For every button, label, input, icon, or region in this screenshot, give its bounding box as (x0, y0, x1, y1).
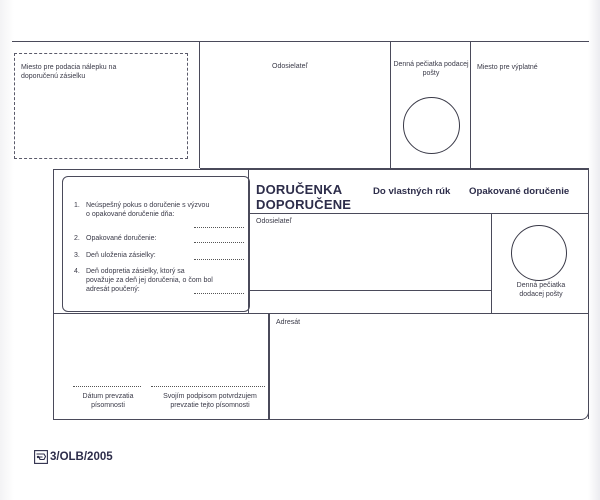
addressee-frame (268, 313, 589, 420)
note-2-text: Opakované doručenie: (86, 235, 157, 242)
sticker-label: Miesto pre podacia nálepku na doporučenú zásielku (21, 64, 117, 80)
addressee-label: Adresát (276, 319, 301, 326)
card-title-line2: DOPORUČENE (256, 197, 352, 212)
note-3-num: 3. (74, 252, 80, 259)
note-3-field (194, 259, 244, 260)
receipt-date-field (73, 386, 141, 387)
signature-label: Svojím podpisom potvrdzujem prevzatie tejto písomnosti (163, 393, 257, 409)
card-sender-label: Odosielateľ (256, 218, 292, 225)
postage-label: Miesto pre výplatné (477, 64, 538, 71)
receipt-date-label: Dátum prevzatia písomnosti (82, 393, 134, 409)
note-3-text: Deň uloženia zásielky: (86, 252, 156, 259)
top-sender-label: Odosielateľ (272, 63, 308, 70)
top-stamp-circle (403, 97, 460, 154)
card-title-line1: DORUČENKA (256, 182, 343, 197)
note-1-field (194, 227, 244, 228)
form-code: 3/OLB/2005 (50, 451, 113, 463)
note-1-num: 1. (74, 202, 80, 209)
note-2-field (194, 242, 244, 243)
note-4-num: 4. (74, 268, 80, 275)
note-4-text: Deň odopretia zásielky, ktorý sa považuje za deň jej doručenia, o čom bol adresát poučený: (86, 268, 213, 293)
card-stamp-circle (511, 225, 567, 281)
card-stamp-label: Denná pečiatka dodacej pošty (516, 282, 566, 298)
signature-field (151, 386, 265, 387)
top-stamp-label: Denná pečiatka podacej pošty (393, 61, 469, 77)
own-hands-label: Do vlastných rúk (373, 186, 451, 197)
note-2-num: 2. (74, 235, 80, 242)
repeated-delivery-label: Opakované doručenie (469, 186, 570, 197)
note-1-text: Neúspešný pokus o doručenie s výzvou o opakované doručenie dňa: (86, 202, 210, 218)
post-horn-icon (34, 450, 48, 464)
note-4-field (194, 293, 244, 294)
